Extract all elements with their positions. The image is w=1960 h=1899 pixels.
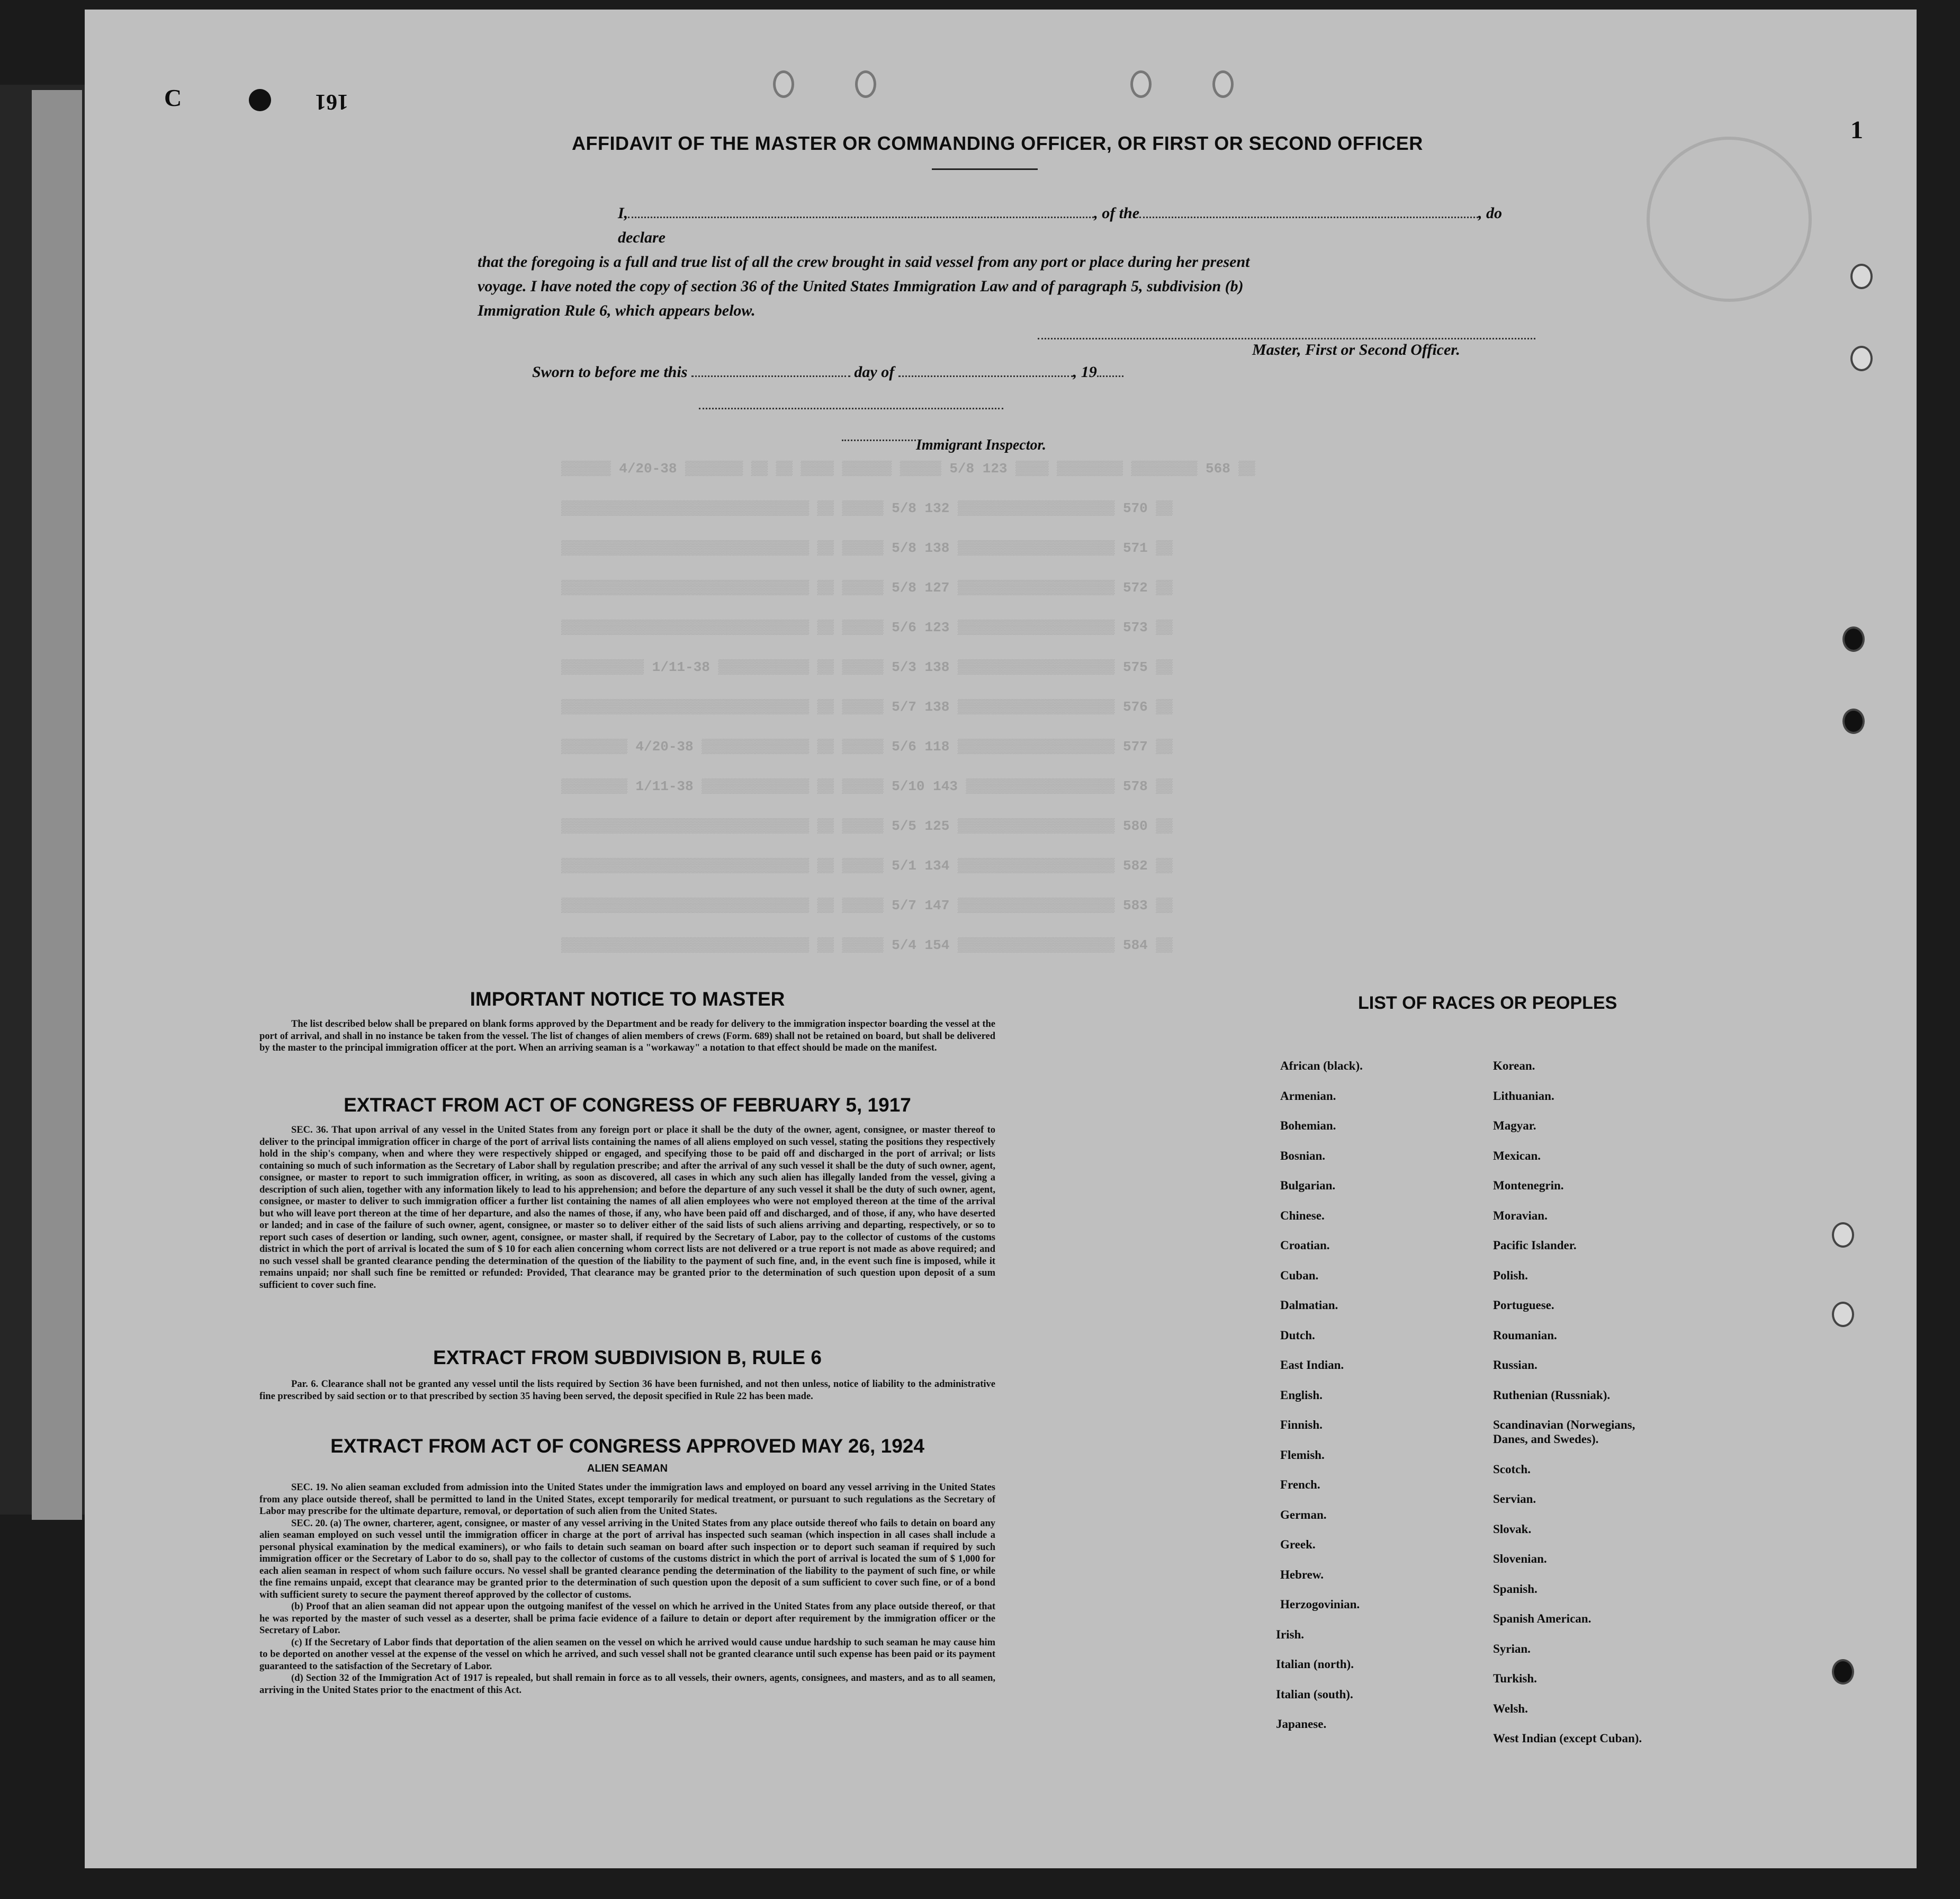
race-item: Bosnian. (1280, 1149, 1326, 1162)
punch-hole (1842, 709, 1865, 734)
extract-rule6-body: Par. 6. Clearance shall not be granted any vessel until the lists required by Section 36 have been furnished, and not then unless, notice of liability to the administrative fine prescribed by said section or to that prescribed by section 35 having been served, the deposit specified in Rule 22 has been made. (259, 1379, 995, 1402)
race-item: Finnish. (1280, 1418, 1323, 1431)
binding-hole (1130, 70, 1152, 98)
race-item: Dalmatian. (1280, 1298, 1338, 1312)
notice-body: The list described below shall be prepared on blank forms approved by the Department and be ready for delivery to the immigration inspector boarding the vessel at the port of arrival, and shall in no instance be taken from the vessel. The list of changes of alien members of crews (Form. 689) shall not be retained on board, but shall be delivered by the master to the principal immigration officer at the port. When an arriving seaman is a "workaway" a notation to that effect should be made on the manifest. (259, 1019, 995, 1053)
race-item: Korean. (1493, 1059, 1535, 1072)
year-label: , 19 (1073, 363, 1097, 381)
race-item: Irish. (1276, 1627, 1305, 1641)
race-item: Turkish. (1493, 1672, 1537, 1685)
page-number: 1 (1850, 116, 1863, 144)
binding-hole (1212, 70, 1234, 98)
race-item: Polish. (1493, 1268, 1528, 1282)
race-item: Japanese. (1276, 1717, 1327, 1731)
race-item: Montenegrin. (1493, 1179, 1564, 1192)
stamped-number: 161 (315, 89, 348, 114)
punch-hole (1832, 1302, 1854, 1327)
inspector-signature-line (699, 408, 1003, 409)
race-item: Hebrew. (1280, 1567, 1324, 1581)
race-item: Dutch. (1280, 1328, 1315, 1342)
sec-20a-text: SEC. 20. (a) The owner, charterer, agent, consignee, or master of any vessel arriving in the United States from any place outside thereof who fails to detain on board any alien seaman employed on such vessel until the immigration officer in charge at the port of arrival has inspected such seaman (which inspection in all cases shall include a personal physical examination by the medical examiners), or who fails to detain such seaman on board after such inspection or to deport such seaman if required by such immigration officer or the Secretary of Labor to do so, shall pay to the collector of customs of the customs district in which the port of arrival is located the sum of $ 1,000 for each alien seaman in respect of whom such failure occurs. No vessel shall be granted clearance pending the determination of the liability to the payment of such fine, or while the fine remains unpaid, except that clearance may be granted prior to the determination of such question upon the deposit of a sum sufficient to cover such fine, or of a bond with sufficient surety to secure the payment thereof approved by the collector of customs. (259, 1518, 995, 1600)
race-item: German. (1280, 1508, 1327, 1521)
sworn-line (532, 360, 1123, 384)
affidavit-line-2: voyage. I have noted the copy of section 36 of the United States Immigration Law and of paragraph 5, subdivision (b) (478, 277, 1244, 295)
sec-20d-text: (d) Section 32 of the Immigration Act of 1917 is repealed, but shall remain in force as to all vessels, their owners, agents, consignees, and masters, and as to all seamen, arriving in the United States prior to the enactment of this Act. (259, 1673, 995, 1696)
race-item: Ruthenian (Russniak). (1493, 1388, 1611, 1402)
inspector-lead-line (842, 440, 916, 441)
sworn-label: Sworn to before me this (532, 363, 688, 381)
race-item: Servian. (1493, 1492, 1536, 1506)
title-divider (932, 168, 1038, 170)
race-item: Greek. (1280, 1538, 1316, 1551)
race-item: Herzogovinian. (1280, 1598, 1360, 1611)
affidavit-line-1: that the foregoing is a full and true list of all the crew brought in said vessel from any port or place during her present (478, 253, 1250, 271)
extract-rule6-heading: EXTRACT FROM SUBDIVISION B, RULE 6 (433, 1347, 822, 1368)
race-item: Magyar. (1493, 1119, 1536, 1132)
race-item: African (black). (1280, 1059, 1363, 1072)
race-item: Italian (south). (1276, 1687, 1353, 1701)
race-item: Syrian. (1493, 1642, 1531, 1655)
race-item: Danes, and Swedes). (1493, 1432, 1599, 1446)
race-item: Cuban. (1280, 1268, 1319, 1282)
race-item: Bulgarian. (1280, 1179, 1336, 1192)
extract-1924-body (259, 1482, 995, 1696)
race-item: Slovenian. (1493, 1552, 1547, 1565)
show-through-manifest: ▒▒▒▒▒▒ 4/20-38 ▒▒▒▒▒▒▒ ▒▒ ▒▒ ▒▒▒▒ ▒▒▒▒▒▒ ▒▒▒▒▒ 5/8 123 ▒▒▒▒ ▒▒▒▒▒▒▒▒ ▒▒▒▒▒▒▒▒ 568 ▒▒ ▒▒▒▒▒▒▒▒▒▒▒▒▒▒▒▒▒▒▒▒▒▒▒▒▒▒▒▒▒▒ ▒▒ ▒▒▒▒▒ 5/8 132 ▒▒▒▒▒▒▒▒▒▒▒▒▒▒▒▒▒▒▒ 570 ▒▒ ▒▒▒▒▒▒▒▒▒▒▒▒▒▒▒▒▒▒▒▒▒▒▒▒▒▒▒▒▒▒ ▒▒ ▒▒▒▒▒ 5/8 138 ▒▒▒▒▒▒▒▒▒▒▒▒▒▒▒▒▒▒▒ 571 ▒▒ ▒▒▒▒▒▒▒▒▒▒▒▒▒▒▒▒▒▒▒▒▒▒▒▒▒▒▒▒▒▒ ▒▒ ▒▒▒▒▒ 5/8 127 ▒▒▒▒▒▒▒▒▒▒▒▒▒▒▒▒▒▒▒ 572 ▒▒ ▒▒▒▒▒▒▒▒▒▒▒▒▒▒▒▒▒▒▒▒▒▒▒▒▒▒▒▒▒▒ ▒▒ ▒▒▒▒▒ 5/6 123 ▒▒▒▒▒▒▒▒▒▒▒▒▒▒▒▒▒▒▒ 573 ▒▒ ▒▒▒▒▒▒▒▒▒▒ 1/11-38 ▒▒▒▒▒▒▒▒▒▒▒ ▒▒ ▒▒▒▒▒ 5/3 138 ▒▒▒▒▒▒▒▒▒▒▒▒▒▒▒▒▒▒▒ 575 ▒▒ ▒▒▒▒▒▒▒▒▒▒▒▒▒▒▒▒▒▒▒▒▒▒▒▒▒▒▒▒▒▒ ▒▒ ▒▒▒▒▒ 5/7 138 ▒▒▒▒▒▒▒▒▒▒▒▒▒▒▒▒▒▒▒ 576 ▒▒ ▒▒▒▒▒▒▒▒ 4/20-38 ▒▒▒▒▒▒▒▒▒▒▒▒▒ ▒▒ ▒▒▒▒▒ 5/6 118 ▒▒▒▒▒▒▒▒▒▒▒▒▒▒▒▒▒▒▒ 577 ▒▒ ▒▒▒▒▒▒▒▒ 1/11-38 ▒▒▒▒▒▒▒▒▒▒▒▒▒ ▒▒ ▒▒▒▒▒ 5/10 143 ▒▒▒▒▒▒▒▒▒▒▒▒▒▒▒▒▒▒ 578 ▒▒ ▒▒▒▒▒▒▒▒▒▒▒▒▒▒▒▒▒▒▒▒▒▒▒▒▒▒▒▒▒▒ ▒▒ ▒▒▒▒▒ 5/5 125 ▒▒▒▒▒▒▒▒▒▒▒▒▒▒▒▒▒▒▒ 580 ▒▒ ▒▒▒▒▒▒▒▒▒▒▒▒▒▒▒▒▒▒▒▒▒▒▒▒▒▒▒▒▒▒ ▒▒ ▒▒▒▒▒ 5/1 134 ▒▒▒▒▒▒▒▒▒▒▒▒▒▒▒▒▒▒▒ 582 ▒▒ ▒▒▒▒▒▒▒▒▒▒▒▒▒▒▒▒▒▒▒▒▒▒▒▒▒▒▒▒▒▒ ▒▒ ▒▒▒▒▒ 5/7 147 ▒▒▒▒▒▒▒▒▒▒▒▒▒▒▒▒▒▒▒ 583 ▒▒ ▒▒▒▒▒▒▒▒▒▒▒▒▒▒▒▒▒▒▒▒▒▒▒▒▒▒▒▒▒▒ ▒▒ ▒▒▒▒▒ 5/4 154 ▒▒▒▒▒▒▒▒▒▒▒▒▒▒▒▒▒▒▒ 584 ▒▒ (561, 461, 1255, 953)
of-the-label: , of the (1094, 204, 1140, 222)
vessel-blank (1139, 217, 1478, 218)
affidavit-title: AFFIDAVIT OF THE MASTER OR COMMANDING OFFICER, OR FIRST OR SECOND OFFICER (572, 132, 1423, 154)
race-item: Armenian. (1280, 1089, 1336, 1103)
race-item: Bohemian. (1280, 1119, 1336, 1132)
race-item: Scotch. (1493, 1462, 1531, 1476)
punch-hole (1832, 1222, 1854, 1248)
stamp-dot (249, 89, 271, 111)
race-item: Portuguese. (1493, 1298, 1554, 1312)
race-item: Pacific Islander. (1493, 1239, 1577, 1252)
race-item: Roumanian. (1493, 1328, 1557, 1342)
binding-hole (773, 70, 794, 98)
document-page (85, 10, 1917, 1868)
race-item: Italian (north). (1276, 1658, 1354, 1671)
race-item: Scandinavian (Norwegians, (1493, 1418, 1635, 1431)
corner-mark: C (164, 84, 182, 111)
race-item: East Indian. (1280, 1358, 1344, 1372)
extract-1917-heading: EXTRACT FROM ACT OF CONGRESS OF FEBRUARY 5, 1917 (344, 1094, 911, 1116)
faint-seal (1647, 137, 1812, 302)
name-blank (628, 217, 1094, 218)
race-item: Russian. (1493, 1358, 1538, 1372)
races-heading: LIST OF RACES OR PEOPLES (1358, 993, 1617, 1013)
binding-hole (855, 70, 876, 98)
month-blank (898, 375, 1073, 377)
extract-1924-heading: EXTRACT FROM ACT OF CONGRESS APPROVED MAY 26, 1924 (330, 1435, 924, 1457)
punch-hole (1832, 1659, 1854, 1685)
extract-1924-subheading: ALIEN SEAMAN (587, 1463, 668, 1474)
day-of-label: day of (854, 363, 895, 381)
year-blank (1097, 375, 1123, 377)
punch-hole (1850, 346, 1873, 371)
declare-label: , do declare (618, 204, 1503, 246)
affidavit-statement (478, 201, 1547, 323)
race-item: West Indian (except Cuban). (1493, 1732, 1642, 1745)
affidavit-line-3: Immigration Rule 6, which appears below. (478, 302, 756, 319)
race-item: Flemish. (1280, 1448, 1325, 1462)
inspector-caption: Immigrant Inspector. (916, 437, 1046, 453)
race-item: Slovak. (1493, 1522, 1532, 1536)
race-item: Spanish. (1493, 1582, 1538, 1596)
sec-20c-text: (c) If the Secretary of Labor finds that deportation of the alien seamen on the vessel on which he arrived would cause undue hardship to such seaman he may cause him to be deported on another vessel at the expense of the vessel on which he arrived, and such vessel shall not be granted clearance until such expense has been paid or its payment guaranteed to the satisfaction of the Secretary of Labor. (259, 1637, 995, 1672)
race-item: Moravian. (1493, 1208, 1548, 1222)
day-blank (691, 375, 850, 377)
punch-hole (1850, 264, 1873, 289)
extract-1917-body: SEC. 36. That upon arrival of any vessel in the United States from any foreign port or place it shall be the duty of the owner, agent, consignee, or master thereof to deliver to the principal immigration officer in charge of the port of arrival lists containing the names of all aliens employed on such vessel, stating the positions they respectively hold in the ship's company, when and where they were respectively shipped or engaged, and specifying those to be paid off and discharged in the port of arrival; or lists containing so much of such information as the Secretary of Labor shall by regulation prescribe; and after the arrival of any such vessel it shall be the duty of such owner, agent, consignee, or master to report to such immigration officer, in writing, as soon as discovered, all cases in which any such alien has illegally landed from the vessel, giving a description of such alien, together with any information likely to lead to his apprehension; and before the departure of any such vessel it shall be the duty of such owner, agent, consignee, or master to deliver to such immigration officer a further list containing the names of all alien employees who were not employed thereon at the time of the arrival but who will leave port thereon at the time of her departure, and also the names of those, if any, who have been paid off and discharged, and of those, if any, who have deserted or landed; and in case of the failure of such owner, agent, consignee, or master so to deliver either of the said lists of such aliens arriving and departing, respectively, or so to report such cases of desertion or landing, such owner, agent, consignee, or master shall, if required by the Secretary of Labor, pay to the collector of customs of the customs district in which the port of arrival is located the sum of $ 10 for each alien concerning whom correct lists are not delivered or a true report is not made as above required; and no such vessel shall be granted clearance pending the determination of the question of the liability to the payment of such fine, and, in the event such fine is imposed, while it remains unpaid; nor shall such fine be remitted or refunded: Provided, That clearance may be granted prior to the determination of such question upon deposit of a sum sufficient to cover such fine. (259, 1125, 995, 1291)
race-item: Croatian. (1280, 1239, 1330, 1252)
race-item: Mexican. (1493, 1149, 1541, 1162)
punch-hole (1842, 626, 1865, 652)
master-signature-caption: Master, First or Second Officer. (1252, 341, 1460, 359)
sec-19-text: SEC. 19. No alien seaman excluded from admission into the United States under the immigration laws and employed on board any vessel arriving in the United States from any place outside thereof, shall be permitted to land in the United States, except temporarily for medical treatment, or pursuant to such regulations as the Secretary of Labor may prescribe for the ultimate departure, removal, or deportation of such alien from the United States. (259, 1482, 995, 1517)
race-item: French. (1280, 1478, 1320, 1491)
race-item: Lithuanian. (1493, 1089, 1554, 1103)
race-item: Chinese. (1280, 1208, 1325, 1222)
sec-20b-text: (b) Proof that an alien seaman did not appear upon the outgoing manifest of the vessel on which he arrived in the United States from any place outside thereof, or that he was reported by the master of such vessel as a deserter, shall be prima facie evidence of a failure to detain or deport after requirement by the immigration officer or the Secretary of Labor. (259, 1601, 995, 1636)
race-item: English. (1280, 1388, 1323, 1402)
adjacent-page-strip (32, 90, 82, 1520)
race-item: Spanish American. (1493, 1612, 1592, 1625)
race-item: Welsh. (1493, 1701, 1528, 1715)
i-label: I, (618, 204, 628, 222)
notice-heading: IMPORTANT NOTICE TO MASTER (470, 988, 785, 1010)
